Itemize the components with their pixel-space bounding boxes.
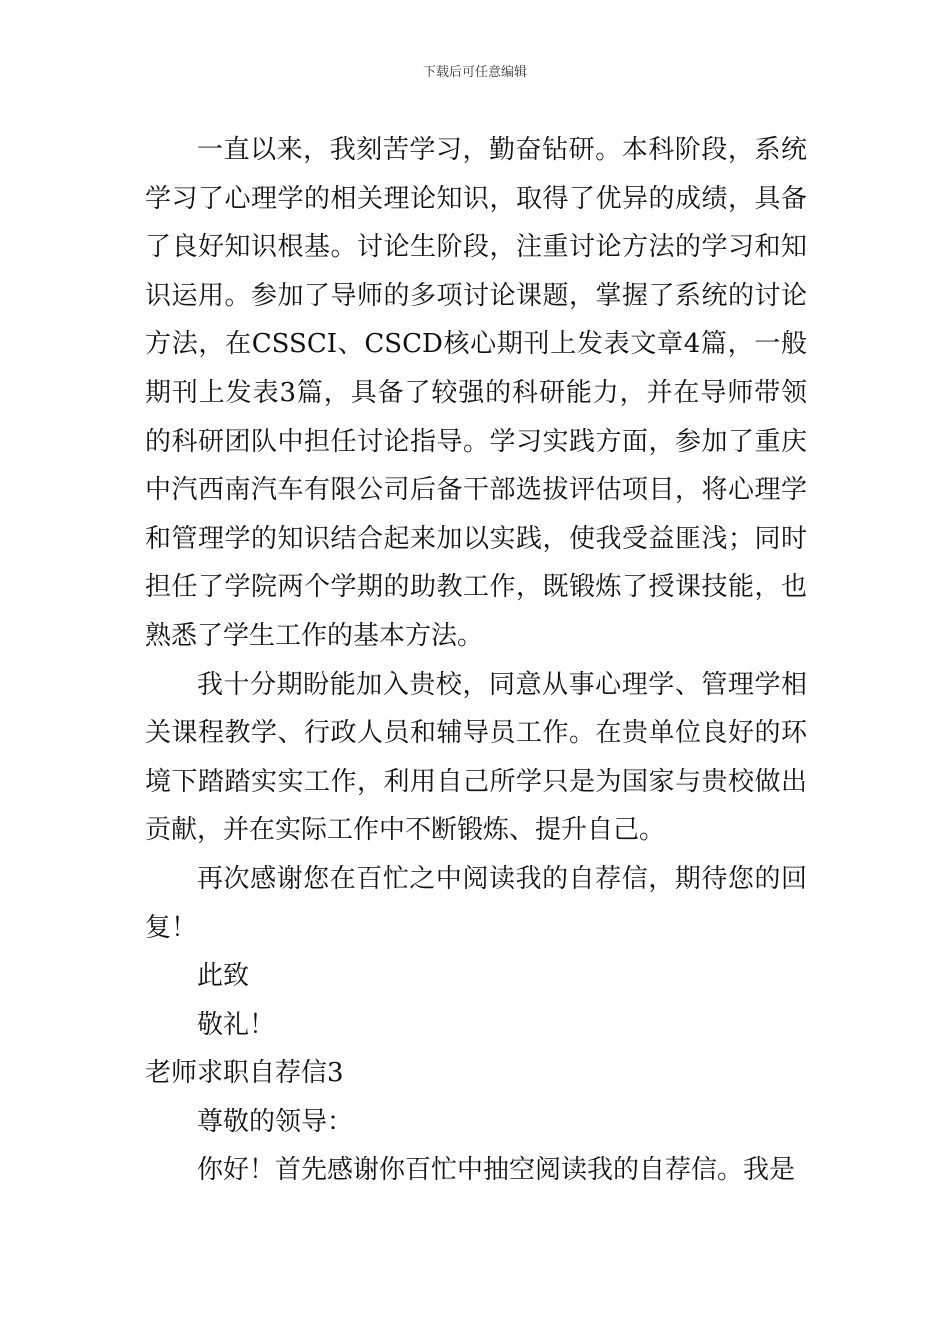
letter-greeting: 尊敬的领导： — [197, 1106, 354, 1137]
page-header: 下载后可任意编辑 — [422, 65, 527, 80]
section-title: 老师求职自荐信3 — [145, 1058, 344, 1089]
document-body — [145, 126, 807, 1195]
closing-regards: 敬礼！ — [197, 1009, 276, 1040]
closing-salutation: 此致 — [197, 961, 250, 992]
paragraph-study-experience: 一直以来，我刻苦学习，勤奋钻研。本科阶段，系统学习了心理学的相关理论知识，取得了优异的成绩，具备了良好知识根基。讨论生阶段，注重讨论方法的学习和知识运用。参加了导师的多项讨论课题，掌握了系统的讨论方法，在CSSCI、CSCD核心期刊上发表文章4篇，一般期刊上发表3篇，具备了较强的科研能力，并在导师带领的科研团队中担任讨论指导。学习实践方面，参加了重庆中汽西南汽车有限公司后备干部选拔评估项目，将心理学和管理学的知识结合起来加以实践，使我受益匪浅；同时担任了学院两个学期的助教工作，既锻炼了授课技能，也熟悉了学生工作的基本方法。 — [145, 135, 807, 651]
paragraph-opening: 你好！首先感谢你百忙中抽空阅读我的自荐信。我是 — [197, 1155, 796, 1186]
paragraph-thanks: 再次感谢您在百忙之中阅读我的自荐信，期待您的回复！ — [145, 863, 807, 943]
paragraph-career-wish: 我十分期盼能加入贵校，同意从事心理学、管理学相关课程教学、行政人员和辅导员工作。在贵单位良好的环境下踏踏实实工作，利用自己所学只是为国家与贵校做出贡献，并在实际工作中不断锻炼、提升自己。 — [145, 669, 807, 846]
